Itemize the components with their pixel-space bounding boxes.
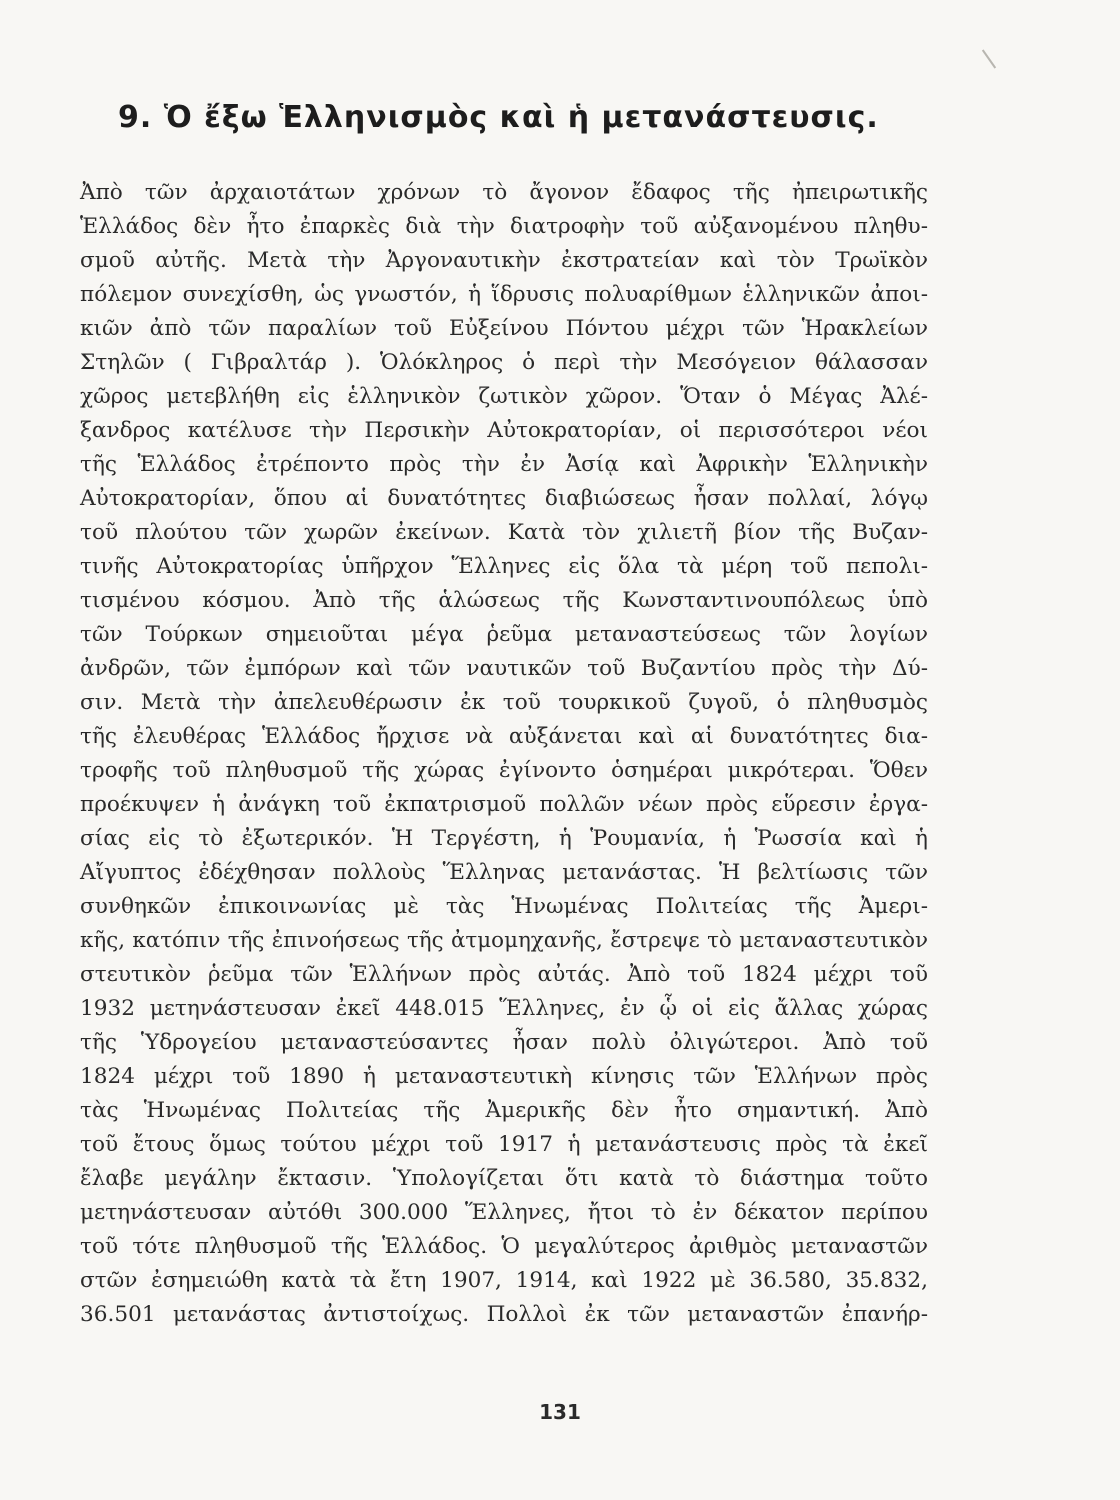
text-line: Ἑλλάδος δὲν ἦτο ἐπαρκὲς διὰ τὴν διατροφὴν τοῦ αὐξανομένου πληθυ- <box>80 214 928 239</box>
text-line: προέκυψεν ἡ ἀνάγκη τοῦ ἐκπατρισμοῦ πολλῶν νέων πρὸς εὕρεσιν ἐργα- <box>80 792 928 817</box>
text-line: κῆς, κατόπιν τῆς ἐπινοήσεως τῆς ἀτμομηχανῆς, ἔστρεψε τὸ μεταναστευτικὸν <box>80 928 928 953</box>
text-line: τοῦ πλούτου τῶν χωρῶν ἐκείνων. Κατὰ τὸν χιλιετῆ βίον τῆς Βυζαν- <box>80 520 928 545</box>
text-line: τοῦ τότε πληθυσμοῦ τῆς Ἑλλάδος. Ὁ μεγαλύτερος ἀριθμὸς μεταναστῶν <box>80 1234 928 1259</box>
text-line: τισμένου κόσμου. Ἀπὸ τῆς ἁλώσεως τῆς Κωνσταντινουπόλεως ὑπὸ <box>80 588 928 613</box>
text-line: 1932 μετηνάστευσαν ἐκεῖ 448.015 Ἕλληνες, ἐν ᾧ οἱ εἰς ἄλλας χώρας <box>80 996 928 1021</box>
text-line: χῶρος μετεβλήθη εἰς ἑλληνικὸν ζωτικὸν χῶρον. Ὅταν ὁ Μέγας Ἀλέ- <box>80 384 928 409</box>
text-line: στῶν ἐσημειώθη κατὰ τὰ ἔτη 1907, 1914, καὶ 1922 μὲ 36.580, 35.832, <box>80 1268 928 1293</box>
text-line: σίας εἰς τὸ ἐξωτερικόν. Ἡ Τεργέστη, ἡ Ῥουμανία, ἡ Ῥωσσία καὶ ἡ <box>80 826 928 851</box>
text-line: ἔλαβε μεγάλην ἔκτασιν. Ὑπολογίζεται ὅτι κατὰ τὸ διάστημα τοῦτο <box>80 1166 928 1191</box>
text-line: Αὐτοκρατορίαν, ὅπου αἱ δυνατότητες διαβιώσεως ἦσαν πολλαί, λόγῳ <box>80 486 928 511</box>
text-line: συνθηκῶν ἐπικοινωνίας μὲ τὰς Ἡνωμένας Πολιτείας τῆς Ἀμερι- <box>80 894 928 919</box>
text-line: κιῶν ἀπὸ τῶν παραλίων τοῦ Εὐξείνου Πόντου μέχρι τῶν Ἡρακλείων <box>80 316 928 341</box>
section-heading: 9. Ὁ ἔξω Ἑλληνισμὸς καὶ ἡ μετανάστευσις. <box>118 100 879 135</box>
text-line: σμοῦ αὐτῆς. Μετὰ τὴν Ἀργοναυτικὴν ἐκστρατείαν καὶ τὸν Τρωϊκὸν <box>80 248 928 273</box>
text-line: σιν. Μετὰ τὴν ἀπελευθέρωσιν ἐκ τοῦ τουρκικοῦ ζυγοῦ, ὁ πληθυσμὸς <box>80 690 928 715</box>
text-line: 36.501 μετανάστας ἀντιστοίχως. Πολλοὶ ἐκ τῶν μεταναστῶν ἐπανήρ- <box>80 1302 928 1327</box>
text-line: Ἀπὸ τῶν ἀρχαιοτάτων χρόνων τὸ ἄγονον ἔδαφος τῆς ἠπειρωτικῆς <box>80 180 928 205</box>
page-number: 131 <box>539 1400 581 1424</box>
text-line: τροφῆς τοῦ πληθυσμοῦ τῆς χώρας ἐγίνοντο ὁσημέραι μικρότεραι. Ὅθεν <box>80 758 928 783</box>
text-line: ἀνδρῶν, τῶν ἐμπόρων καὶ τῶν ναυτικῶν τοῦ Βυζαντίου πρὸς τὴν Δύ- <box>80 656 928 681</box>
text-line: μετηνάστευσαν αὐτόθι 300.000 Ἕλληνες, ἤτοι τὸ ἐν δέκατον περίπου <box>80 1200 928 1225</box>
text-line: τῆς Ἑλλάδος ἐτρέποντο πρὸς τὴν ἐν Ἀσίᾳ καὶ Ἀφρικὴν Ἑλληνικὴν <box>80 452 928 477</box>
text-line: τοῦ ἔτους ὅμως τούτου μέχρι τοῦ 1917 ἡ μετανάστευσις πρὸς τὰ ἐκεῖ <box>80 1132 928 1157</box>
text-line: Αἴγυπτος ἐδέχθησαν πολλοὺς Ἕλληνας μετανάστας. Ἡ βελτίωσις τῶν <box>80 860 928 885</box>
text-line: ξανδρος κατέλυσε τὴν Περσικὴν Αὐτοκρατορίαν, οἱ περισσότεροι νέοι <box>80 418 928 443</box>
text-line: τινῆς Αὐτοκρατορίας ὑπῆρχον Ἕλληνες εἰς ὅλα τὰ μέρη τοῦ πεπολι- <box>80 554 928 579</box>
text-line: στευτικὸν ῥεῦμα τῶν Ἑλλήνων πρὸς αὐτάς. Ἀπὸ τοῦ 1824 μέχρι τοῦ <box>80 962 928 987</box>
body-paragraph <box>80 176 928 1332</box>
text-line: τὰς Ἡνωμένας Πολιτείας τῆς Ἀμερικῆς δὲν ἦτο σημαντική. Ἀπὸ <box>80 1098 928 1123</box>
text-line: τῶν Τούρκων σημειοῦται μέγα ῥεῦμα μεταναστεύσεως τῶν λογίων <box>80 622 928 647</box>
text-line: Στηλῶν ( Γιβραλτάρ ). Ὁλόκληρος ὁ περὶ τὴν Μεσόγειον θάλασσαν <box>80 350 928 375</box>
text-line: τῆς ἐλευθέρας Ἑλλάδος ἤρχισε νὰ αὐξάνεται καὶ αἱ δυνατότητες δια- <box>80 724 928 749</box>
text-line: 1824 μέχρι τοῦ 1890 ἡ μεταναστευτικὴ κίνησις τῶν Ἑλλήνων πρὸς <box>80 1064 928 1089</box>
text-line: τῆς Ὑδρογείου μεταναστεύσαντες ἦσαν πολὺ ὀλιγώτεροι. Ἀπὸ τοῦ <box>80 1030 928 1055</box>
text-line: πόλεμον συνεχίσθη, ὡς γνωστόν, ἡ ἵδρυσις πολυαρίθμων ἑλληνικῶν ἀποι- <box>80 282 928 307</box>
scan-artifact <box>982 49 996 68</box>
